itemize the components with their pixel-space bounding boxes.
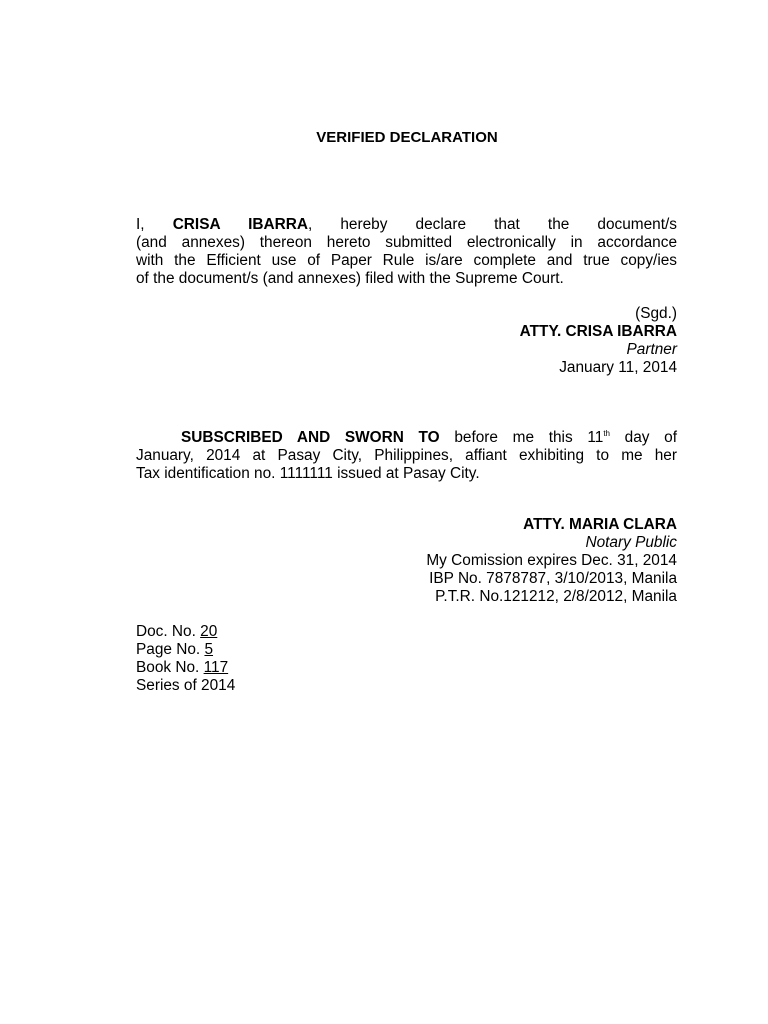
jurat-line-3: Tax identification no. 1111111 issued at Pasay City. [136,465,480,482]
signatory-block [136,305,677,377]
notary-block [136,516,677,606]
doc-number-value: 20 [200,623,218,640]
jurat-line-2: January, 2014 at Pasay City, Philippines, affiant exhibiting to me her [136,447,677,464]
jurat-heading: SUBSCRIBED AND SWORN TO [181,429,440,446]
jurat-line-1: SUBSCRIBED AND SWORN TO before me this 11th day of [181,429,677,446]
signature-date: January 11, 2014 [559,359,677,376]
page-number-value: 5 [204,641,214,658]
declaration-line-4: of the document/s (and annexes) filed with the Supreme Court. [136,270,564,287]
document-title: VERIFIED DECLARATION [316,129,498,146]
signatory-position: Partner [626,341,677,358]
signed-mark: (Sgd.) [635,305,677,322]
notary-ptr: P.T.R. No.121212, 2/8/2012, Manila [435,588,677,605]
declaration-paragraph [136,216,677,288]
book-number-value: 117 [203,659,229,676]
series-year: Series of 2014 [136,677,236,694]
declaration-line-2: (and annexes) thereon hereto submitted electronically in accordance [136,234,677,251]
declarant-name: CRISA IBARRA [172,216,308,233]
notary-commission: My Comission expires Dec. 31, 2014 [426,552,677,569]
declaration-line-1: I, CRISA IBARRA, hereby declare that the document/s [136,216,677,233]
notary-ibp: IBP No. 7878787, 3/10/2013, Manila [429,570,677,587]
signatory-name: ATTY. CRISA IBARRA [519,323,677,340]
jurat-paragraph [136,429,677,483]
book-number: Book No. 117 [136,659,229,676]
docket-block [136,623,677,695]
doc-number: Doc. No. 20 [136,623,218,640]
notary-position: Notary Public [585,534,677,551]
declaration-line-3: with the Efficient use of Paper Rule is/are complete and true copy/ies [136,252,677,269]
page-number: Page No. 5 [136,641,214,658]
notary-name: ATTY. MARIA CLARA [523,516,677,533]
